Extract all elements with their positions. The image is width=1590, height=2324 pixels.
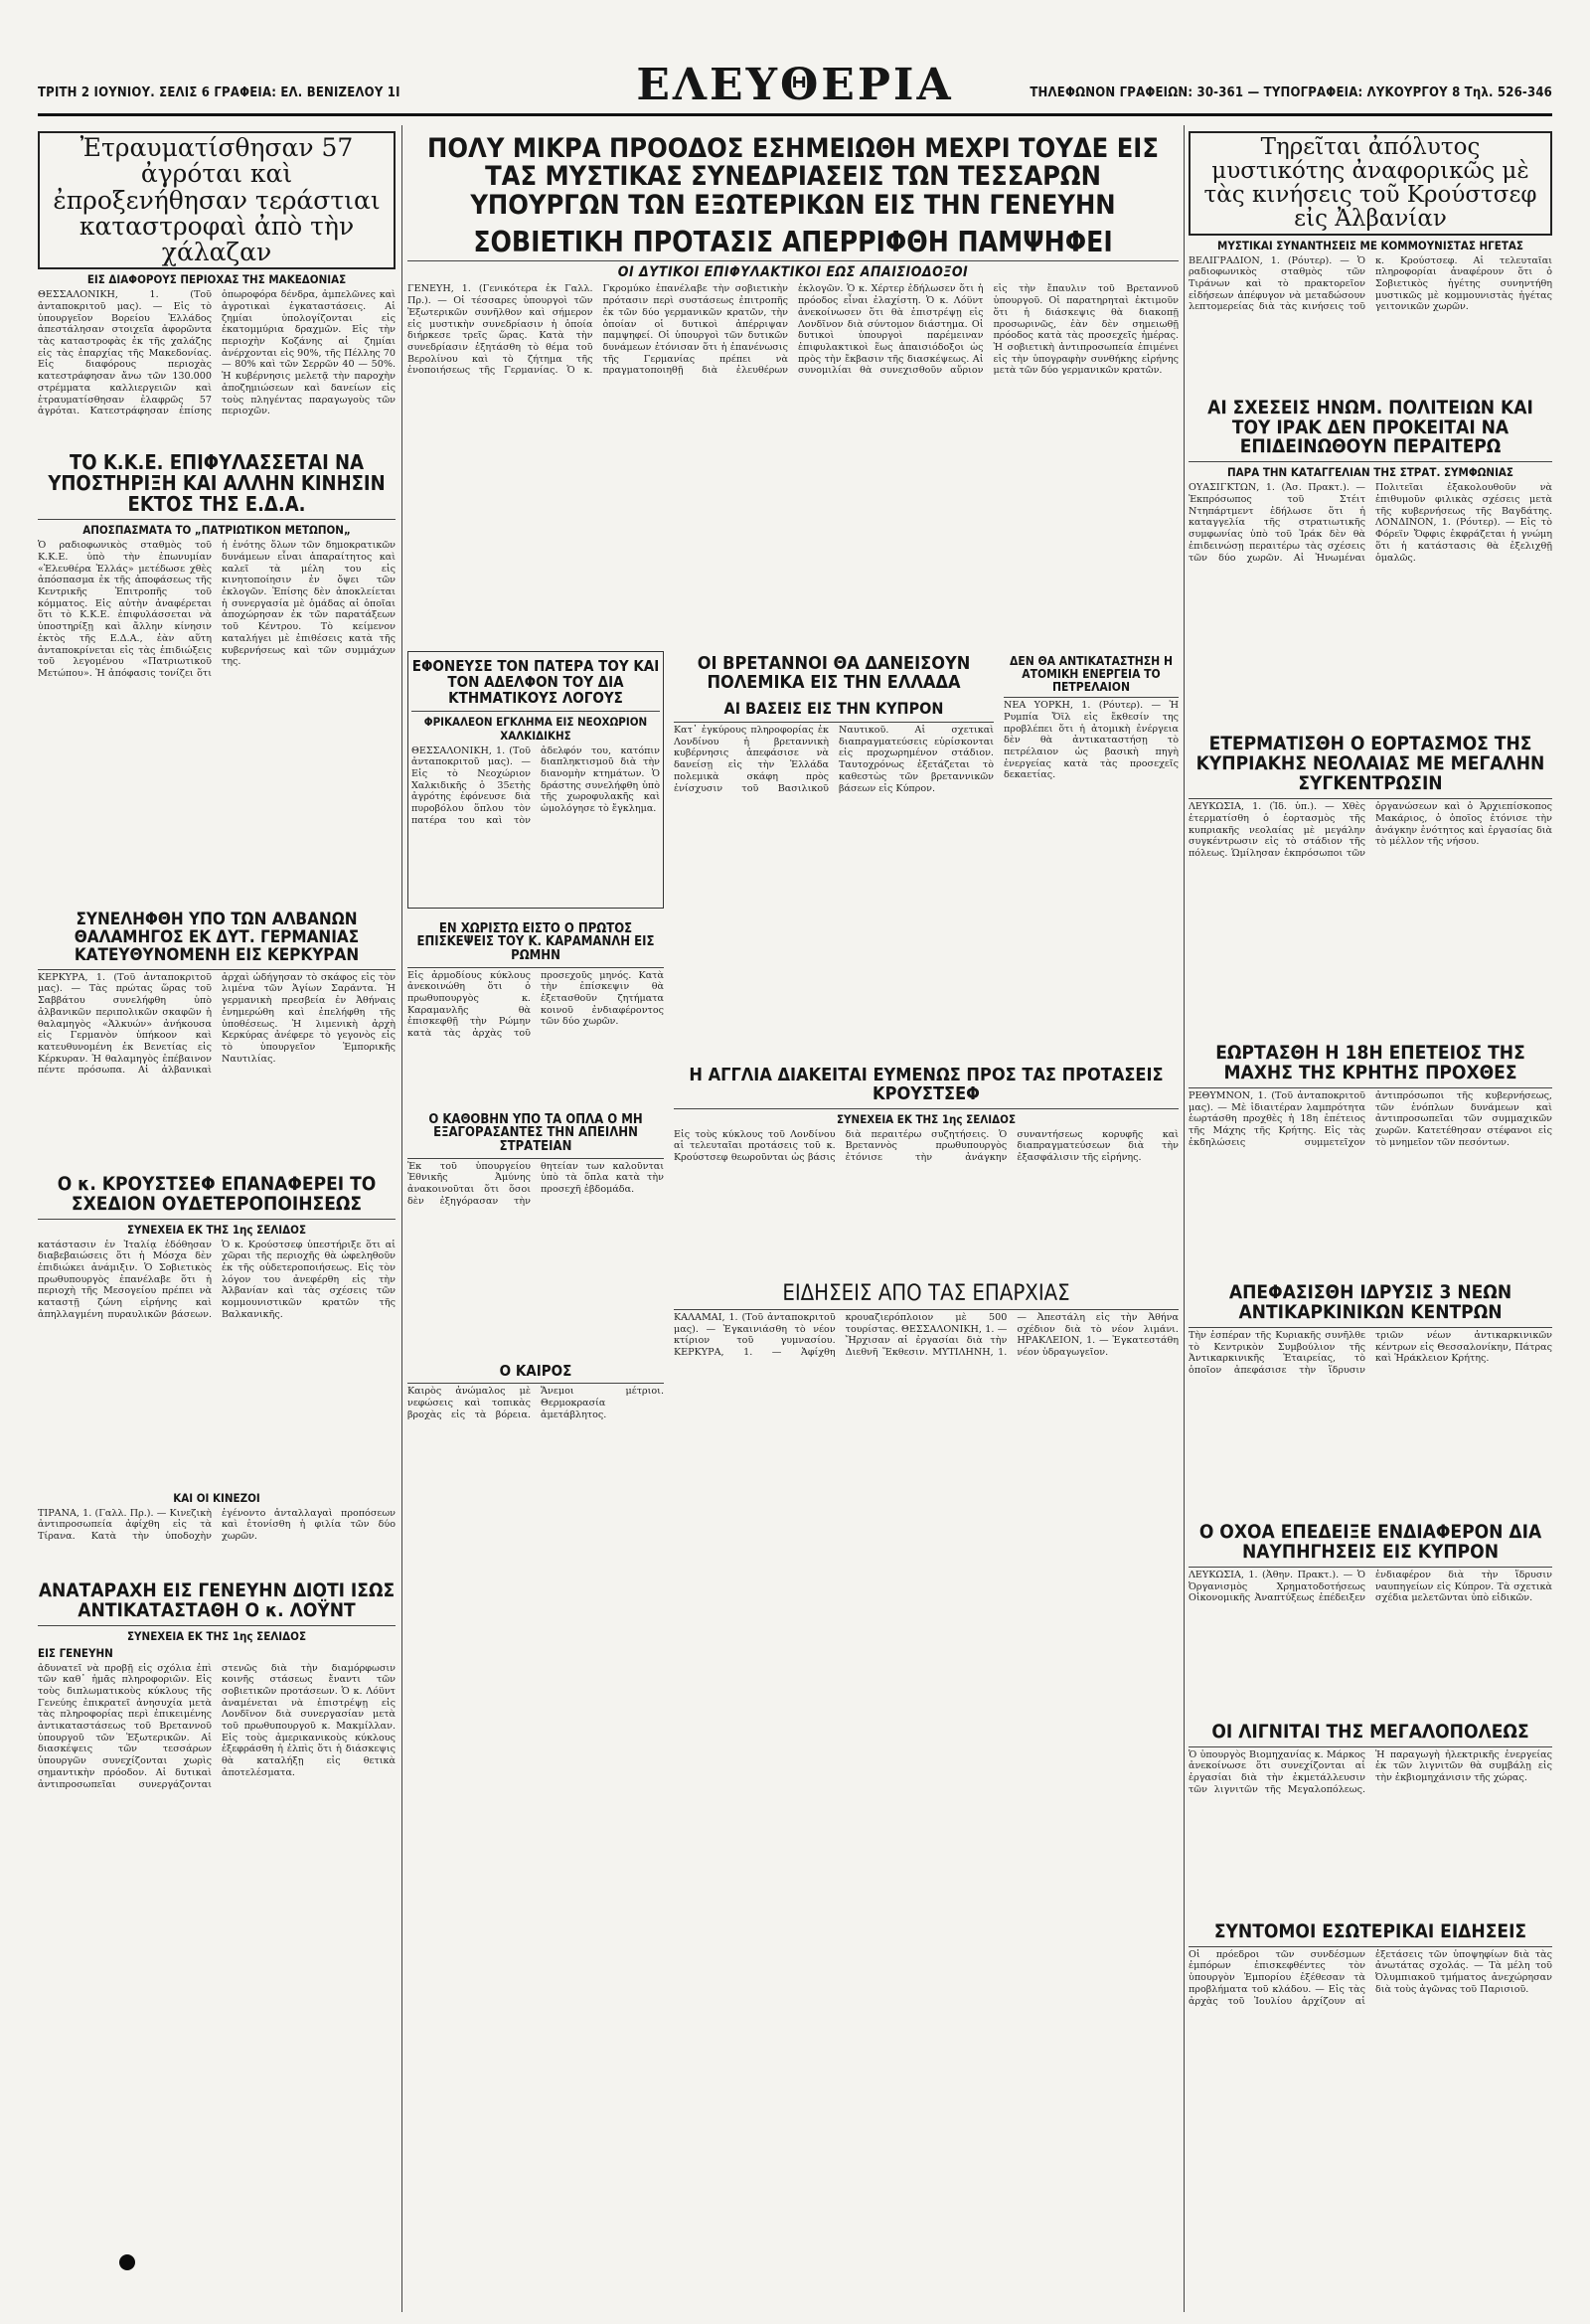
headline: ΕΙΔΗΣΕΙΣ ΑΠΟ ΤΑΣ ΕΠΑΡΧΙΑΣ xyxy=(674,1278,1179,1310)
article-provinces xyxy=(674,1278,1179,1730)
lead-headline-secondary: ΣΟΒΙΕΤΙΚΗ ΠΡΟΤΑΣΙΣ ΑΠΕΡΡΙΦΘΗ ΠΑΜΨΗΦΕΙ xyxy=(407,224,1179,261)
column-left xyxy=(38,131,396,2308)
article-geneva-lead xyxy=(407,131,1179,641)
article-lignite xyxy=(1189,1719,1552,1909)
article-england-khrushchev xyxy=(674,1063,1179,1268)
article-body: Κατ᾽ ἐγκύρους πληροφορίας ἐκ Λονδίνου ἡ βρεταννικὴ κυβέρνησις ἀπεφάσισε νὰ δανείσῃ εἰς τὴν Ἑλλάδα πολεμικὰ σκάφη πρὸς ἐνίσχυσιν τοῦ Βασιλικοῦ Ναυτικοῦ. Αἱ σχετικαὶ διαπραγματεύσεις εὑρίσκονται εἰς προχωρημένον στάδιον. Ταυτοχρόνως ἐξετάζεται τὸ καθεστὼς τῶν βρεταννικῶν βάσεων εἰς Κύπρον. xyxy=(674,725,994,794)
article-body: ἀδυνατεῖ νὰ προβῇ εἰς σχόλια ἐπὶ τῶν καθ᾽ ἡμᾶς πληροφοριῶν. Εἰς τοὺς διπλωματικοὺς κύκλους τῆς Γενεύης ἐπικρατεῖ ἀνησυχία μετὰ τὰς πληροφορίας περὶ ἐπικειμένης ἀντικαταστάσεως τοῦ Βρεταννοῦ ὑπουργοῦ τῶν Ἐξωτερικῶν. Αἱ διασκέψεις τῶν τεσσάρων ὑπουργῶν συνεχίζονται χωρὶς σημαντικὴν πρόοδον. Αἱ δυτικαὶ ἀντιπροσωπεῖαι συνεργάζονται στενῶς διὰ τὴν διαμόρφωσιν κοινῆς στάσεως ἔναντι τῶν σοβιετικῶν προτάσεων. Ὁ κ. Λόϋντ ἀναμένεται νὰ ἐπιστρέψῃ εἰς Λονδῖνον διὰ συνεργασίαν μετὰ τοῦ πρωθυπουργοῦ κ. Μακμίλλαν. Εἰς τοὺς ἀμερικανικοὺς κύκλους ἐξεφράσθη ἡ ἐλπὶς ὅτι ἡ διάσκεψις θὰ καταλήξῃ εἰς θετικὰ ἀποτελέσματα. xyxy=(38,1662,396,1790)
headline: Τηρεῖται ἀπόλυτος μυστικότης ἀναφορικῶς μὲ τὰς κινήσεις τοῦ Κρούστσεφ εἰς Ἀλβανίαν xyxy=(1189,131,1552,236)
article-body: Εἰς τοὺς κύκλους τοῦ Λονδίνου αἱ τελευταῖαι προτάσεις τοῦ κ. Κρούστσεφ θεωροῦνται ὡς βάσις διὰ περαιτέρω συζητήσεις. Ὁ Βρεταννὸς πρωθυπουργὸς ἐτόνισε τὴν ἀνάγκην συναντήσεως κορυφῆς καὶ διαπραγματεύσεων διὰ τὴν ἐξασφάλισιν τῆς εἰρήνης. xyxy=(674,1128,1179,1164)
masthead-left: ΤΡΙΤΗ 2 ΙΟΥΝΙΟΥ. ΣΕΛΙΣ 6 ΓΡΑΦΕΙΑ: ΕΛ. ΒΕΝΙΖΕΛΟΥ 1Ι xyxy=(38,85,400,100)
subheadline: ΑΠΟΣΠΑΣΜΑΤΑ ΤΟ „ΠΑΤΡΙΩΤΙΚΟΝ ΜΕΤΩΠΟΝ„ xyxy=(82,523,351,538)
article-body: Οἱ πρόεδροι τῶν συνδέσμων ἐμπόρων ἐπισκεφθέντες τὸν ὑπουργὸν Ἐμπορίου ἐξέθεσαν τὰ προβλήματα τοῦ κλάδου. — Εἰς τὰς ἀρχὰς τοῦ Ἰουλίου ἀρχίζουν αἱ ἐξετάσεις τῶν ὑποψηφίων διὰ τὰς ἀνωτάτας σχολάς. — Τὰ μέλη τοῦ Ὀλυμπιακοῦ τμήματος ἀνεχώρησαν διὰ τοὺς ἀγῶνας τοῦ Παρισιοῦ. xyxy=(1189,1948,1552,2007)
center-lower-grid xyxy=(407,651,1179,1739)
article-body: ΒΕΛΙΓΡΑΔΙΟΝ, 1. (Ρόυτερ). — Ὁ ραδιοφωνικὸς σταθμὸς τῶν Τιράνων καὶ τὸ πρακτορεῖον εἰδήσεων ἀπέφυγον νὰ μεταδώσουν λεπτομερείας διὰ τὰς κινήσεις τοῦ κ. Κρούστσεφ. Αἱ τελευταῖαι πληροφορίαι ἀναφέρουν ὅτι ὁ Σοβιετικὸς ἡγέτης συνηντήθη μυστικῶς μὲ κομμουνιστὰς ἡγέτας γειτονικῶν χωρῶν. xyxy=(1189,254,1552,313)
article-military-service xyxy=(407,1109,664,1350)
lead-headline: ΠΟΛΥ ΜΙΚΡΑ ΠΡΟΟΔΟΣ ΕΣΗΜΕΙΩΘΗ ΜΕΧΡΙ ΤΟΥΔΕ ΕΙΣ ΤΑΣ ΜΥΣΤΙΚΑΣ ΣΥΝΕΔΡΙΑΣΕΙΣ ΤΩΝ ΤΕΣΣΑΡΩΝ ΥΠΟΥΡΓΩΝ ΤΩΝ ΕΞΩΤΕΡΙΚΩΝ ΕΙΣ ΤΗΝ ΓΕΝΕΥΗΝ xyxy=(427,133,1159,221)
headline: ΕΤΕΡΜΑΤΙΣΘΗ Ο ΕΟΡΤΑΣΜΟΣ ΤΗΣ ΚΥΠΡΙΑΚΗΣ ΝΕΟΛΑΙΑΣ ΜΕ ΜΕΓΑΛΗΝ ΣΥΓΚΕΝΤΡΩΣΙΝ xyxy=(1189,731,1552,799)
subheadline: ΦΡΙΚΑΛΕΟΝ ΕΓΚΛΗΜΑ ΕΙΣ ΝΕΟΧΩΡΙΟΝ ΧΑΛΚΙΔΙΚΗΣ xyxy=(423,714,648,743)
article-body: Ὁ ὑπουργὸς Βιομηχανίας κ. Μάρκος ἀνεκοίνωσε ὅτι συνεχίζονται αἱ ἐργασίαι διὰ τὴν ἐκμετάλλευσιν τῶν λιγνιτῶν τῆς Μεγαλοπόλεως. Ἡ παραγωγὴ ἠλεκτρικῆς ἐνεργείας ἐκ τῶν λιγνιτῶν θὰ συμβάλῃ εἰς τὴν ἐκβιομηχάνισιν τῆς χώρας. xyxy=(1189,1748,1552,1795)
headline: Ο ΚΑΙΡΟΣ xyxy=(407,1360,664,1385)
headline: ΟΙ ΒΡΕΤΑΝΝΟΙ ΘΑ ΔΑΝΕΙΣΟΥΝ ΠΟΛΕΜΙΚΑ ΕΙΣ ΤΗΝ ΕΛΛΑΔΑ xyxy=(697,653,971,694)
continuation-note: ΣΥΝΕΧΕΙΑ ΕΚ ΤΗΣ 1ης ΣΕΛΙΔΟΣ xyxy=(836,1111,1017,1126)
article-weather xyxy=(407,1360,664,1585)
article-british-ships xyxy=(674,651,994,1053)
article-domestic-briefs xyxy=(1189,1918,1552,2208)
center-pair xyxy=(674,651,1179,1063)
article-body: Καιρὸς ἀνώμαλος μὲ νεφώσεις καὶ τοπικὰς βροχὰς εἰς τὰ βόρεια. Ἄνεμοι μέτριοι. Θερμοκρασία ἀμετάβλητος. xyxy=(407,1386,664,1420)
article-body: Ὁ ραδιοφωνικὸς σταθμὸς τοῦ Κ.Κ.Ε. ὑπὸ τὴν ἐπωνυμίαν «Ἐλευθέρα Ἑλλάς» μετέδωσε χθὲς ἀπόσπασμα ἐκ τῆς ἀποφάσεως τῆς Κεντρικῆς Ἐπιτροπῆς τοῦ κόμματος. Εἰς αὐτὴν ἀναφέρεται ὅτι τὸ Κ.Κ.Ε. ἐπιφυλάσσεται νὰ ὑποστηρίξῃ καὶ ἄλλην κίνησιν ἐκτὸς τῆς Ε.Δ.Α., ἐὰν αὕτη ἀνταποκρίνεται εἰς τὰς ἐπιδιώξεις τοῦ λεγομένου «Πατριωτικοῦ Μετώπου». Ἡ ἀπόφασις τονίζει ὅτι ἡ ἑνότης ὅλων τῶν δημοκρατικῶν δυνάμεων εἶναι ἀπαραίτητος καὶ καλεῖ τὰ μέλη του εἰς κινητοποίησιν ἐν ὄψει τῶν ἐκλογῶν. Ἐπίσης δὲν ἀποκλείεται ἡ συνεργασία μὲ ὁμάδας αἱ ὁποῖαι ἀποχώρησαν ἐκ τῶν παρατάξεων τοῦ Κέντρου. Τὸ κείμενον καταλήγει μὲ ἐπιθέσεις κατὰ τῆς κυβερνήσεως καὶ τῶν συμμάχων της. xyxy=(38,540,396,679)
center-sub-column-2 xyxy=(674,651,1179,1739)
article-cancer-centers xyxy=(1189,1279,1552,1509)
article-khrushchev xyxy=(38,1171,396,1568)
headline: ΕΝ ΧΩΡΙΣΤΩ ΕΙΣΤΟ Ο ΠΡΩΤΟΣ ΕΠΙΣΚΕΨΕΙΣ ΤΟΥ Κ. ΚΑΡΑΜΑΝΛΗ ΕΙΣ ΡΩΜΗΝ xyxy=(407,918,664,968)
article-kke xyxy=(38,448,396,898)
headline: Η ΑΓΓΛΙΑ ΔΙΑΚΕΙΤΑΙ ΕΥΜΕΝΩΣ ΠΡΟΣ ΤΑΣ ΠΡΟΤΑΣΕΙΣ ΚΡΟΥΣΤΣΕΦ xyxy=(674,1063,1179,1109)
article-body: ΛΕΥΚΩΣΙΑ, 1. (Ἀθην. Πρακτ.). — Ὁ Ὀργανισμὸς Χρηματοδοτήσεως Οἰκονομικῆς Ἀναπτύξεως ἐπέδειξεν ἐνδιαφέρον διὰ τὴν ἵδρυσιν ναυπηγείων εἰς Κύπρον. Τὰ σχετικὰ σχέδια μελετῶνται ὑπὸ εἰδικῶν. xyxy=(1189,1569,1552,1604)
column-center xyxy=(407,131,1179,2308)
headline: ΣΥΝΕΛΗΦΘΗ ΥΠΟ ΤΩΝ ΑΛΒΑΝΩΝ ΘΑΛΑΜΗΓΟΣ ΕΚ ΔΥΤ. ΓΕΡΜΑΝΙΑΣ ΚΑΤΕΥΘΥΝΟΜΕΝΗ ΕΙΣ ΚΕΡΚΥΡΑΝ xyxy=(38,908,396,970)
article-yacht xyxy=(38,908,396,1161)
headline: Ο ΚΑΘΟΒΗΝ ΥΠΟ ΤΑ ΟΠΛΑ Ο ΜΗ ΕΞΑΓΟΡΑΣΑΝΤΕΣ ΤΗΝ ΑΠΕΙΛΗΝ ΣΤΡΑΤΕΙΑΝ xyxy=(407,1109,664,1159)
headline: ΕΦΟΝΕΥΣΕ ΤΟΝ ΠΑΤΕΡΑ ΤΟΥ ΚΑΙ ΤΟΝ ΑΔΕΛΦΟΝ ΤΟΥ ΔΙΑ ΚΤΗΜΑΤΙΚΟΥΣ ΛΟΓΟΥΣ xyxy=(411,655,660,711)
article-cypriot-youth xyxy=(1189,731,1552,1030)
headline-secondary: ΑΙ ΒΑΣΕΙΣ ΕΙΣ ΤΗΝ ΚΥΠΡΟΝ xyxy=(674,697,994,723)
subheadline: ΠΑΡΑ ΤΗΝ ΚΑΤΑΓΓΕΛΙΑΝ ΤΗΣ ΣΤΡΑΤ. ΣΥΜΦΩΝΙΑΣ xyxy=(1226,465,1513,480)
article-murder xyxy=(407,651,664,908)
article-body: Τὴν ἑσπέραν τῆς Κυριακῆς συνῆλθε τὸ Κεντρικὸν Συμβούλιον τῆς Ἀντικαρκινικῆς Ἑταιρείας, τὸ ὁποῖον ἀπεφάσισε τὴν ἵδρυσιν τριῶν νέων ἀντικαρκινικῶν κέντρων εἰς Θεσσαλονίκην, Πάτρας καὶ Ἡράκλειον Κρήτης. xyxy=(1189,1329,1552,1377)
article-shipyards xyxy=(1189,1519,1552,1709)
headline: Ο κ. ΚΡΟΥΣΤΣΕΦ ΕΠΑΝΑΦΕΡΕΙ ΤΟ ΣΧΕΔΙΟΝ ΟΥΔΕΤΕΡΟΠΟΙΗΣΕΩΣ xyxy=(38,1171,396,1220)
article-body: ΝΕΑ ΥΟΡΚΗ, 1. (Ρόυτερ). — Ἡ Ρυμπία Ὄϊλ εἰς ἔκθεσίν της προβλέπει ὅτι ἡ ἀτομικὴ ἐνέργεια δὲν θὰ ἀντικαταστήσῃ τὸ πετρέλαιον ὡς βασικὴ πηγὴ ἐνεργείας κατὰ τὰς προσεχεῖς δεκαετίας. xyxy=(1004,700,1179,781)
article-body: ΚΑΛΑΜΑΙ, 1. (Τοῦ ἀνταποκριτοῦ μας). — Ἐγκαινιάσθη τὸ νέον κτίριον τοῦ γυμνασίου. ΚΕΡΚΥΡΑ, 1. — Ἀφίχθη κρουαζιερόπλοιον μὲ 500 τουρίστας. ΘΕΣΣΑΛΟΝΙΚΗ, 1. — Ἤρχισαν αἱ ἐργασίαι διὰ τὴν Διεθνῆ Ἔκθεσιν. ΜΥΤΙΛΗΝΗ, 1. — Ἀπεστάλη εἰς τὴν Ἀθήνα σχέδιον διὰ τὸ νέον λιμάνι. ΗΡΑΚΛΕΙΟΝ, 1. — Ἐγκατεστάθη νέον ὑδραγωγεῖον. xyxy=(674,1311,1179,1358)
kicker-body: ΤΙΡΑΝΑ, 1. (Γαλλ. Πρ.). — Κινεζικὴ ἀντιπροσωπεία ἀφίχθη εἰς τὰ Τίρανα. Κατὰ τὴν ὑποδοχὴν ἐγένοντο ἀνταλλαγαὶ προπόσεων καὶ ἐτονίσθη ἡ φιλία τῶν δύο χωρῶν. xyxy=(38,1507,396,1543)
article-body: Ἐκ τοῦ ὑπουργείου Ἐθνικῆς Ἀμύνης ἀνακοινοῦται ὅτι ὅσοι δὲν ἐξηγόρασαν τὴν θητείαν των καλοῦνται ὑπὸ τὰ ὅπλα κατὰ τὴν προσεχῆ ἑβδομάδα. xyxy=(407,1160,664,1207)
continuation-note: ΣΥΝΕΧΕΙΑ ΕΚ ΤΗΣ 1ης ΣΕΛΙΔΟΣ xyxy=(126,1628,307,1643)
ink-blot xyxy=(119,2254,135,2270)
article-atomic-energy xyxy=(1004,651,1179,1053)
headline: ΔΕΝ ΘΑ ΑΝΤΙΚΑΤΑΣΤΗΣΗ Η ΑΤΟΜΙΚΗ ΕΝΕΡΓΕΙΑ ΤΟ ΠΕΤΡΕΛΑΙΟΝ xyxy=(1004,651,1179,698)
masthead xyxy=(38,60,1552,113)
article-khrushchev-albania xyxy=(1189,131,1552,385)
subheadline: ΜΥΣΤΙΚΑΙ ΣΥΝΑΝΤΗΣΕΙΣ ΜΕ ΚΟΜΜΟΥΝΙΣΤΑΣ ΗΓΕΤΑΣ xyxy=(1217,238,1523,252)
article-body: ΓΕΝΕΥΗ, 1. (Γενικότερα ἐκ Γαλλ. Πρ.). — Οἱ τέσσαρες ὑπουργοὶ τῶν Ἐξωτερικῶν συνῆλθον καὶ σήμερον εἰς μυστικὴν συνεδρίασιν ἡ ὁποία διήρκεσε τρεῖς ὥρας. Κατὰ τὴν συνεδρίασιν ἐξητάσθη τὸ θέμα τοῦ Βερολίνου καὶ τὸ ζήτημα τῆς ἑνοποιήσεως τῆς Γερμανίας. Ὁ κ. Γκρομύκο ἐπανέλαβε τὴν σοβιετικὴν πρότασιν περὶ συστάσεως ἐπιτροπῆς ἐκ τῶν δύο γερμανικῶν κρατῶν, τὴν ὁποίαν οἱ δυτικοὶ ἀπέρριψαν παμψηφεί. Οἱ ὑπουργοὶ τῶν δυτικῶν δυνάμεων ἐτόνισαν ὅτι ἡ ἐπανένωσις τῆς Γερμανίας πρέπει νὰ πραγματοποιηθῇ διὰ ἐλευθέρων ἐκλογῶν. Ὁ κ. Χέρτερ ἐδήλωσεν ὅτι ἡ πρόοδος εἶναι ἐλαχίστη. Ὁ κ. Λόϋντ ἀνεκοίνωσεν ὅτι θὰ ἐπιστρέψῃ εἰς Λονδῖνον διὰ σύντομον διάστημα. Οἱ δυτικοὶ ὑπουργοὶ παρέμειναν ἐπιφυλακτικοὶ ἕως ἀπαισιόδοξοι ὡς πρὸς τὴν ἔκβασιν τῆς διασκέψεως. Αἱ συνομιλίαι θὰ συνεχισθοῦν αὔριον εἰς τὴν ἔπαυλιν τοῦ Βρεταννοῦ ὑπουργοῦ. Οἱ παρατηρηταὶ ἐκτιμοῦν ὅτι ἡ διάσκεψις θὰ διακοπῇ προσωρινῶς, ἐὰν δὲν σημειωθῇ πρόοδος κατὰ τὰς προσεχεῖς ἡμέρας. Ἡ σοβιετικὴ ἀντιπροσωπεία ἐπιμένει εἰς τὴν ὑπογραφὴν συνθήκης εἰρήνης μετὰ τῶν δύο γερμανικῶν κρατῶν. xyxy=(407,283,1179,377)
continuation-note: ΣΥΝΕΧΕΙΑ ΕΚ ΤΗΣ 1ης ΣΕΛΙΔΟΣ xyxy=(126,1222,307,1237)
article-body: ΟΥΑΣΙΓΚΤΩΝ, 1. (Ἀσ. Πρακτ.). — Ἐκπρόσωπος τοῦ Στέιτ Ντηπάρτμεντ ἐδήλωσε ὅτι ἡ καταγγελία τῆς στρατιωτικῆς συμφωνίας ὑπὸ τοῦ Ἰράκ δὲν θὰ ἐπιδεινώσῃ περαιτέρω τὰς σχέσεις τῶν δύο χωρῶν. Αἱ Ἡνωμέναι Πολιτεῖαι ἐξακολουθοῦν νὰ ἐπιθυμοῦν φιλικὰς σχέσεις μετὰ τῆς κυβερνήσεως τῆς Βαγδάτης. ΛΟΝΔΙΝΟΝ, 1. (Ρόυτερ). — Εἰς τὸ Φόρεϊν Ὄφφις ἐκφράζεται ἡ γνώμη ὅτι ἡ κατάστασις θὰ ἐξελιχθῇ ὁμαλῶς. xyxy=(1189,482,1552,564)
article-body: ΘΕΣΣΑΛΟΝΙΚΗ, 1. (Τοῦ ἀνταποκριτοῦ μας). — Εἰς τὸ ὑπουργεῖον Βορείου Ἑλλάδος ἀπεστάλησαν στοιχεῖα ἀφορῶντα τὰς καταστροφὰς ἐκ τῆς χαλάζης εἰς τὰς ἐπαρχίας τῆς Μακεδονίας. Εἰς διαφόρους περιοχὰς κατεστράφησαν ἄνω τῶν 130.000 στρέμματα καλλιεργειῶν καὶ ἐτραυματίσθησαν ἐλαφρῶς 57 ἀγρόται. Κατεστράφησαν ἐπίσης ὀπωροφόρα δένδρα, ἀμπελῶνες καὶ ἀγροτικαὶ ἐγκαταστάσεις. Αἱ ζημίαι ὑπολογίζονται εἰς ἑκατομμύρια δραχμῶν. Εἰς τὴν περιοχὴν Κοζάνης αἱ ζημίαι ἀνέρχονται εἰς 90%, τῆς Πέλλης 70 — 80% καὶ τῶν Σερρῶν 40 — 50%. Ἡ κυβέρνησις μελετᾷ τὴν παροχὴν ἀποζημιώσεων καὶ δανείων εἰς τοὺς πληγέντας παραγωγοὺς τῶν περιοχῶν. xyxy=(38,289,396,417)
column-divider xyxy=(401,125,402,2312)
headline: Ο ΟΧΟΑ ΕΠΕΔΕΙΞΕ ΕΝΔΙΑΦΕΡΟΝ ΔΙΑ ΝΑΥΠΗΓΗΣΕΙΣ ΕΙΣ ΚΥΠΡΟΝ xyxy=(1189,1519,1552,1568)
article-karamanlis xyxy=(407,918,664,1099)
article-body: ΡΕΘΥΜΝΟΝ, 1. (Τοῦ ἀνταποκριτοῦ μας). — Μὲ ἰδιαιτέραν λαμπρότητα ἑωρτάσθη προχθὲς ἡ 18η ἐπέτειος τῆς Μάχης τῆς Κρήτης. Εἰς τὰς ἐκδηλώσεις συμμετεῖχον ἀντιπρόσωποι τῆς κυβερνήσεως, τῶν ἐνόπλων δυνάμεων καὶ ἀντιπροσωπεῖαι τῶν συμμαχικῶν χωρῶν. Κατετέθησαν στέφανοι εἰς τὸ μνημεῖον τῶν πεσόντων. xyxy=(1189,1090,1552,1148)
headline: ΑΠΕΦΑΣΙΣΘΗ ΙΔΡΥΣΙΣ 3 ΝΕΩΝ ΑΝΤΙΚΑΡΚΙΝΙΚΩΝ ΚΕΝΤΡΩΝ xyxy=(1189,1279,1552,1328)
masthead-right: ΤΗΛΕΦΩΝΟΝ ΓΡΑΦΕΙΩΝ: 30-361 — ΤΥΠΟΓΡΑΦΕΙΑ: ΛΥΚΟΥΡΓΟΥ 8 Τηλ. 526-346 xyxy=(1030,85,1552,100)
center-sub-column-1 xyxy=(407,651,664,1739)
kicker: ΕΙΣ ΓΕΝΕΥΗΝ xyxy=(38,1645,113,1660)
article-body: ΘΕΣΣΑΛΟΝΙΚΗ, 1. (Τοῦ ἀνταποκριτοῦ μας). — Εἰς τὸ Νεοχώριον Χαλκιδικῆς ὁ 35ετὴς ἀγρότης ἐφόνευσε διὰ πυροβόλου ὅπλου τὸν πατέρα του καὶ τὸν ἀδελφόν του, κατόπιν διαπληκτισμοῦ διὰ τὴν διανομὴν κτημάτων. Ὁ δράστης συνελήφθη ὑπὸ τῆς χωροφυλακῆς καὶ ὡμολόγησε τὸ ἔγκλημα. xyxy=(411,745,660,826)
subheadline: ΕΙΣ ΔΙΑΦΟΡΟΥΣ ΠΕΡΙΟΧΑΣ ΤΗΣ ΜΑΚΕΔΟΝΙΑΣ xyxy=(86,272,347,287)
article-hail-damage xyxy=(38,131,396,438)
headline: Ἐτραυματίσθησαν 57 ἀγρόται καὶ ἐπροξενήθησαν τεράστιαι καταστροφαὶ ἀπὸ τὴν χάλαζαν xyxy=(38,131,396,269)
newspaper-name: ΕΛΕΥΘΕΡΙΑ xyxy=(636,60,954,110)
article-body: Εἰς ἁρμοδίους κύκλους ἀνεκοινώθη ὅτι ὁ πρωθυπουργὸς κ. Καραμανλῆς θὰ ἐπισκεφθῇ τὴν Ρώμην κατὰ τὰς ἀρχὰς τοῦ προσεχοῦς μηνός. Κατὰ τὴν ἐπίσκεψιν θὰ ἐξετασθοῦν ζητήματα κοινοῦ ἐνδιαφέροντος τῶν δύο χωρῶν. xyxy=(407,969,664,1040)
lead-subheadline: ΟΙ ΔΥΤΙΚΟΙ ΕΠΙΦΥΛΑΚΤΙΚΟΙ ΕΩΣ ΑΠΑΙΣΙΟΔΟΞΟΙ xyxy=(617,264,969,281)
article-body: ΚΕΡΚΥΡΑ, 1. (Τοῦ ἀνταποκριτοῦ μας). — Τὰς πρώτας ὥρας τοῦ Σαββάτου συνελήφθη ὑπὸ ἀλβανικῶν περιπολικῶν σκαφῶν ἡ θαλαμηγὸς «Ἁλκυών» ἀνήκουσα εἰς Γερμανὸν ὑπήκοον καὶ κατευθυνομένη ἐκ Βενετίας εἰς Κέρκυραν. Ἡ θαλαμηγὸς ἐπέβαινον πέντε πρόσωπα. Αἱ ἀλβανικαὶ ἀρχαὶ ὡδήγησαν τὸ σκάφος εἰς τὸν λιμένα τῶν Ἁγίων Σαράντα. Ἡ γερμανικὴ πρεσβεία ἐν Ἀθήναις ἐνημερώθη καὶ ἐπελήφθη τῆς ὑποθέσεως. Ἡ λιμενικὴ ἀρχὴ Κερκύρας ἀνέφερε τὸ γεγονὸς εἰς τὸ ὑπουργεῖον Ἐμπορικῆς Ναυτιλίας. xyxy=(38,971,396,1077)
headline: ΣΥΝΤΟΜΟΙ ΕΣΩΤΕΡΙΚΑΙ ΕΙΔΗΣΕΙΣ xyxy=(1189,1918,1552,1947)
article-body: ΛΕΥΚΩΣΙΑ, 1. (Ἰδ. ὑπ.). — Χθὲς ἐτερματίσθη ὁ ἑορτασμὸς τῆς κυπριακῆς νεολαίας μὲ μεγάλην συγκέντρωσιν εἰς τὸ στάδιον τῆς πόλεως. Ὡμίλησαν ἐκπρόσωποι τῶν ὀργανώσεων καὶ ὁ Ἀρχιεπίσκοπος Μακάριος, ὁ ὁποῖος ἐτόνισε τὴν ἀνάγκην ἑνότητος καὶ ἐργασίας διὰ τὸ μέλλον τῆς νήσου. xyxy=(1189,801,1552,859)
headline: ΤΟ Κ.Κ.Ε. ΕΠΙΦΥΛΑΣΣΕΤΑΙ ΝΑ ΥΠΟΣΤΗΡΙΞΗ ΚΑΙ ΑΛΛΗΝ ΚΙΝΗΣΙΝ ΕΚΤΟΣ ΤΗΣ Ε.Δ.Α. xyxy=(38,448,396,520)
article-body: κατάστασιν ἐν Ἰταλίᾳ ἐδόθησαν διαβεβαιώσεις ὅτι ἡ Μόσχα δὲν ἐπιδιώκει ἀνάμιξιν. Ὁ Σοβιετικὸς πρωθυπουργὸς ἐπανέλαβε ὅτι ἡ περιοχὴ τῆς Μεσογείου πρέπει νὰ καταστῇ ζώνη εἰρήνης καὶ ἀπηλλαγμένη πυραυλικῶν βάσεων. Ὁ κ. Κρούστσεφ ὑπεστήριξε ὅτι αἱ χῶραι τῆς περιοχῆς θὰ ὠφεληθοῦν ἐκ τῆς οὐδετεροποιήσεως. Εἰς τὸν λόγον του ἀνεφέρθη εἰς τὴν Ἀλβανίαν καὶ τὰς σχέσεις τῶν κομμουνιστικῶν κρατῶν τῆς Βαλκανικῆς. xyxy=(38,1239,396,1320)
headline: ΕΩΡΤΑΣΘΗ Η 18Η ΕΠΕΤΕΙΟΣ ΤΗΣ ΜΑΧΗΣ ΤΗΣ ΚΡΗΤΗΣ ΠΡΟΧΘΕΣ xyxy=(1189,1040,1552,1088)
column-divider xyxy=(1184,125,1185,2312)
headline: ΑΝΑΤΑΡΑΧΗ ΕΙΣ ΓΕΝΕΥΗΝ ΔΙΟΤΙ ΙΣΩΣ ΑΝΤΙΚΑΤΑΣΤΑΘΗ Ο κ. ΛΟΫΝΤ xyxy=(38,1577,396,1626)
kicker: ΚΑΙ ΟΙ ΚΙΝΕΖΟΙ xyxy=(173,1490,260,1505)
article-usa-iraq xyxy=(1189,395,1552,722)
column-right xyxy=(1189,131,1552,2308)
article-crete-battle xyxy=(1189,1040,1552,1269)
article-geneva-unrest xyxy=(38,1577,396,2180)
headline: ΑΙ ΣΧΕΣΕΙΣ ΗΝΩΜ. ΠΟΛΙΤΕΙΩΝ ΚΑΙ ΤΟΥ ΙΡΑΚ ΔΕΝ ΠΡΟΚΕΙΤΑΙ ΝΑ ΕΠΙΔΕΙΝΩΘΟΥΝ ΠΕΡΑΙΤΕΡΩ xyxy=(1189,395,1552,463)
headline: ΟΙ ΛΙΓΝΙΤΑΙ ΤΗΣ ΜΕΓΑΛΟΠΟΛΕΩΣ xyxy=(1189,1719,1552,1747)
masthead-rule xyxy=(38,113,1552,116)
